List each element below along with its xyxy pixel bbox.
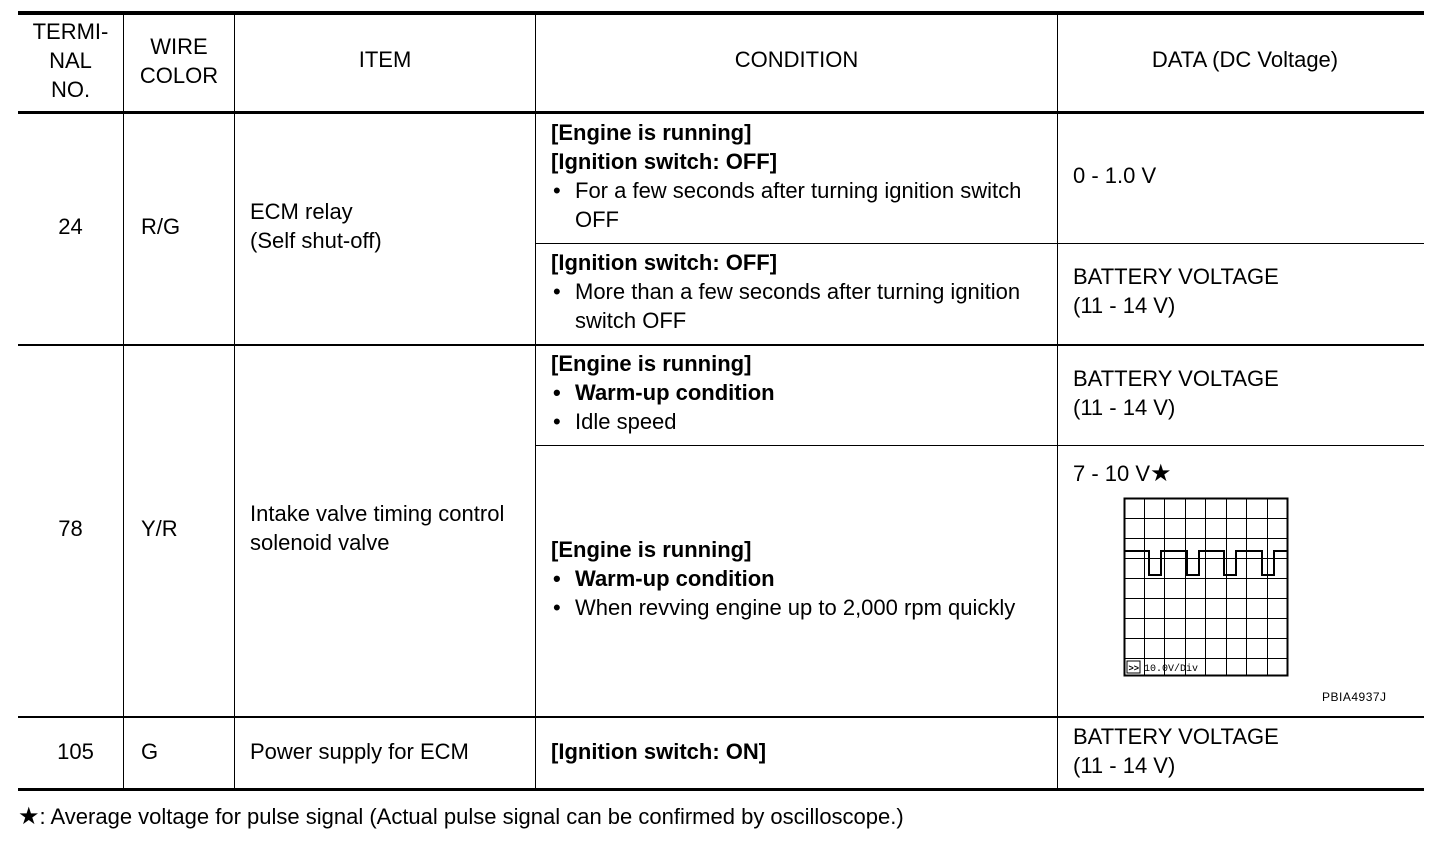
terminal-24: 24	[58, 214, 83, 239]
header-wire-line-1: WIRE	[150, 34, 208, 59]
col-rule-3	[535, 11, 536, 790]
condition-24-a	[551, 118, 1051, 234]
row-24-bottom-rule	[18, 344, 1424, 346]
row-24-divider	[535, 243, 1424, 244]
data-24-a: 0 - 1.0 V	[1073, 163, 1157, 188]
row-78-bottom-rule	[18, 716, 1424, 718]
star-icon: ★	[1150, 460, 1172, 487]
condition-24-b-bullet	[551, 277, 1051, 335]
data-78-a-line-1: BATTERY VOLTAGE	[1073, 366, 1279, 391]
condition-78-a-bullet-2: • Idle speed	[551, 407, 1051, 436]
footnote-star-icon: ★	[18, 803, 40, 830]
oscilloscope-grid	[1124, 498, 1288, 676]
item-78-line-1: Intake valve timing control	[250, 501, 505, 526]
item-105: Power supply for ECM	[250, 739, 469, 764]
condition-78-b	[551, 535, 1051, 622]
header-terminal-line-2: NAL	[49, 48, 92, 73]
data-78-a-line-2: (11 - 14 V)	[1073, 395, 1176, 420]
wire-color-78: Y/R	[141, 516, 178, 541]
scope-marker-icon: >>	[1128, 663, 1140, 673]
condition-78-a-bullet-1: • Warm-up condition	[551, 378, 1051, 407]
condition-78-a-heading: [Engine is running]	[551, 351, 752, 376]
condition-24-a-bullet-cont: OFF	[575, 207, 619, 232]
condition-24-b-heading: [Ignition switch: OFF]	[551, 250, 778, 275]
header-condition: CONDITION	[734, 47, 859, 72]
header-terminal-no	[18, 17, 123, 104]
header-terminal-line-1: TERMI-	[32, 19, 109, 44]
figure-code: PBIA4937J	[1322, 690, 1387, 704]
condition-24-a-bullet	[551, 176, 1051, 234]
condition-105: [Ignition switch: ON]	[551, 739, 767, 764]
data-105-line-1: BATTERY VOLTAGE	[1073, 724, 1279, 749]
data-105-line-2: (11 - 14 V)	[1073, 753, 1176, 778]
data-24-b-line-2: (11 - 14 V)	[1073, 293, 1176, 318]
data-24-b	[1073, 262, 1279, 320]
oscilloscope-waveform-figure	[1123, 497, 1289, 678]
data-105	[1073, 722, 1279, 780]
condition-78-b-heading: [Engine is running]	[551, 537, 752, 562]
data-78-a	[1073, 364, 1279, 422]
item-24-line-1: ECM relay	[250, 199, 353, 224]
condition-24-b	[551, 248, 1051, 335]
terminal-105: 105	[57, 739, 94, 764]
col-rule-1	[123, 11, 124, 790]
item-78	[250, 499, 504, 557]
data-78-b-value: 7 - 10 V	[1073, 461, 1151, 486]
header-terminal-line-3: NO.	[50, 77, 91, 102]
condition-78-b-bullet-1: • Warm-up condition	[551, 564, 1051, 593]
item-24-line-2: (Self shut-off)	[250, 228, 382, 253]
table-top-rule	[18, 11, 1424, 15]
col-rule-4	[1057, 11, 1058, 790]
table-bottom-rule	[18, 788, 1424, 791]
footnote	[18, 802, 904, 831]
scope-scale-label: 10.0V/Div	[1144, 664, 1199, 675]
condition-78-a	[551, 349, 1051, 436]
header-bottom-rule	[18, 111, 1424, 114]
data-78-b	[1073, 459, 1172, 488]
condition-24-b-bullet-cont: switch OFF	[575, 308, 687, 333]
condition-24-a-bullet-text: • For a few seconds after turning ignition switch	[575, 178, 1022, 203]
data-24-b-line-1: BATTERY VOLTAGE	[1073, 264, 1279, 289]
item-78-line-2: solenoid valve	[250, 530, 390, 555]
item-24	[250, 197, 382, 255]
condition-24-a-heading-1: [Engine is running]	[551, 120, 752, 145]
header-data: DATA (DC Voltage)	[1151, 47, 1339, 72]
condition-24-a-heading-2: [Ignition switch: OFF]	[551, 149, 778, 174]
header-wire-line-2: COLOR	[139, 63, 219, 88]
header-wire-color	[124, 32, 234, 90]
terminal-78: 78	[58, 516, 83, 541]
wire-color-24: R/G	[141, 214, 181, 239]
condition-78-b-bullet-2: • When revving engine up to 2,000 rpm quickly	[551, 593, 1051, 622]
condition-24-b-bullet-text: • More than a few seconds after turning ignition	[575, 279, 1021, 304]
row-78-divider	[535, 445, 1424, 446]
wire-color-105: G	[141, 739, 159, 764]
col-rule-2	[234, 11, 235, 790]
header-item: ITEM	[358, 47, 412, 72]
pulse-waveform	[1125, 551, 1288, 575]
footnote-text: : Average voltage for pulse signal (Actual pulse signal can be confirmed by oscilloscope.)	[39, 804, 904, 829]
